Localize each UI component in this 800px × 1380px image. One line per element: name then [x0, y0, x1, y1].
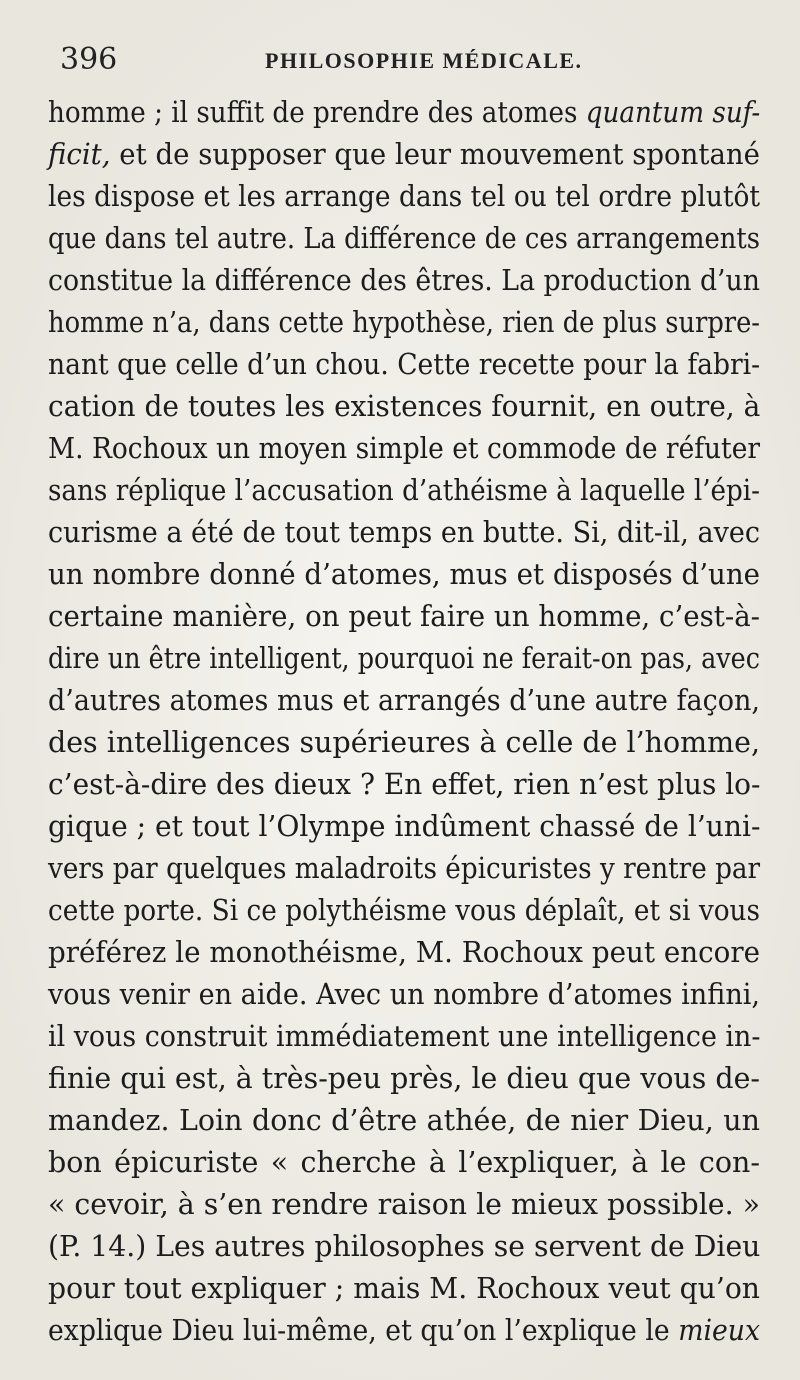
text-segment: préférez le monothéisme, M. Rochoux peut encore	[48, 936, 760, 969]
text-line	[48, 554, 760, 596]
italic-text: quantum suf-	[585, 96, 761, 129]
text-line	[48, 596, 760, 638]
text-line	[48, 806, 760, 848]
text-line	[48, 428, 760, 470]
italic-text: mieux	[678, 1314, 760, 1347]
text-segment: et de supposer que leur mouvement spontané	[110, 138, 760, 171]
text-line	[48, 1184, 760, 1226]
text-line	[48, 260, 760, 302]
text-segment: certaine manière, on peut faire un homme, c’est-à-	[48, 600, 760, 633]
text-segment: mandez. Loin donc d’être athée, de nier Dieu, un	[48, 1104, 760, 1137]
text-segment: homme n’a, dans cette hypothèse, rien de plus surpre-	[48, 306, 760, 339]
page-header	[60, 36, 760, 86]
text-line	[48, 1310, 760, 1352]
italic-text: ficit,	[48, 138, 111, 171]
text-line	[48, 1142, 760, 1184]
text-segment: dire un être intelligent, pourquoi ne ferait-on pas, avec	[48, 642, 761, 675]
text-segment: cette porte. Si ce polythéisme vous déplaît, et si vous	[48, 894, 760, 927]
text-segment: explique Dieu lui-même, et qu’on l’explique le	[48, 1314, 679, 1347]
text-segment: que dans tel autre. La différence de ces arrangements	[48, 222, 760, 255]
text-segment: gique ; et tout l’Olympe indûment chassé de l’uni-	[48, 810, 761, 843]
text-line	[48, 890, 760, 932]
text-line	[48, 344, 760, 386]
text-segment: sans réplique l’accusation d’athéisme à laquelle l’épi-	[48, 474, 760, 507]
text-line	[48, 512, 760, 554]
text-segment: bon épicuriste « cherche à l’expliquer, à le con-	[48, 1146, 760, 1179]
text-segment: nant que celle d’un chou. Cette recette pour la fabri-	[48, 348, 761, 381]
text-segment: pour tout expliquer ; mais M. Rochoux veut qu’on	[48, 1272, 760, 1305]
text-line	[48, 92, 760, 134]
text-line	[48, 722, 760, 764]
page-number: 396	[60, 42, 118, 77]
text-line	[48, 470, 760, 512]
text-segment: « cevoir, à s’en rendre raison le mieux possible. »	[48, 1188, 760, 1221]
text-line	[48, 176, 760, 218]
text-segment: les dispose et les arrange dans tel ou tel ordre plutôt	[48, 180, 760, 213]
text-line	[48, 1100, 760, 1142]
text-segment: des intelligences supérieures à celle de l’homme,	[48, 726, 761, 759]
text-line	[48, 1058, 760, 1100]
text-segment: cation de toutes les existences fournit, en outre, à	[48, 390, 761, 423]
text-line	[48, 974, 760, 1016]
text-line	[48, 1016, 760, 1058]
text-line	[48, 302, 760, 344]
text-segment: curisme a été de tout temps en butte. Si, dit-il, avec	[48, 516, 761, 549]
running-head: PHILOSOPHIE MÉDICALE.	[265, 48, 583, 73]
text-segment: vous venir en aide. Avec un nombre d’atomes infini,	[48, 978, 761, 1011]
text-segment: (P. 14.) Les autres philosophes se servent de Dieu	[48, 1230, 761, 1263]
text-line	[48, 134, 760, 176]
text-segment: un nombre donné d’atomes, mus et disposés d’une	[48, 558, 760, 591]
text-line	[48, 848, 760, 890]
text-line	[48, 680, 760, 722]
text-segment: il vous construit immédiatement une intelligence in-	[48, 1020, 761, 1053]
text-segment: M. Rochoux un moyen simple et commode de réfuter	[48, 432, 760, 465]
text-segment: finie qui est, à très-peu près, le dieu que vous de-	[48, 1062, 760, 1095]
text-line	[48, 1226, 760, 1268]
text-line	[48, 638, 760, 680]
body-text	[48, 92, 760, 1352]
text-line	[48, 932, 760, 974]
text-segment: homme ; il suffit de prendre des atomes	[48, 96, 586, 129]
text-segment: c’est-à-dire des dieux ? En effet, rien n’est plus lo-	[48, 768, 761, 801]
text-line	[48, 218, 760, 260]
text-line	[48, 386, 760, 428]
text-line	[48, 764, 760, 806]
text-segment: vers par quelques maladroits épicuristes y rentre par	[48, 852, 761, 885]
text-segment: d’autres atomes mus et arrangés d’une autre façon,	[48, 684, 760, 717]
text-line	[48, 1268, 760, 1310]
text-segment: constitue la différence des êtres. La production d’un	[48, 264, 760, 297]
